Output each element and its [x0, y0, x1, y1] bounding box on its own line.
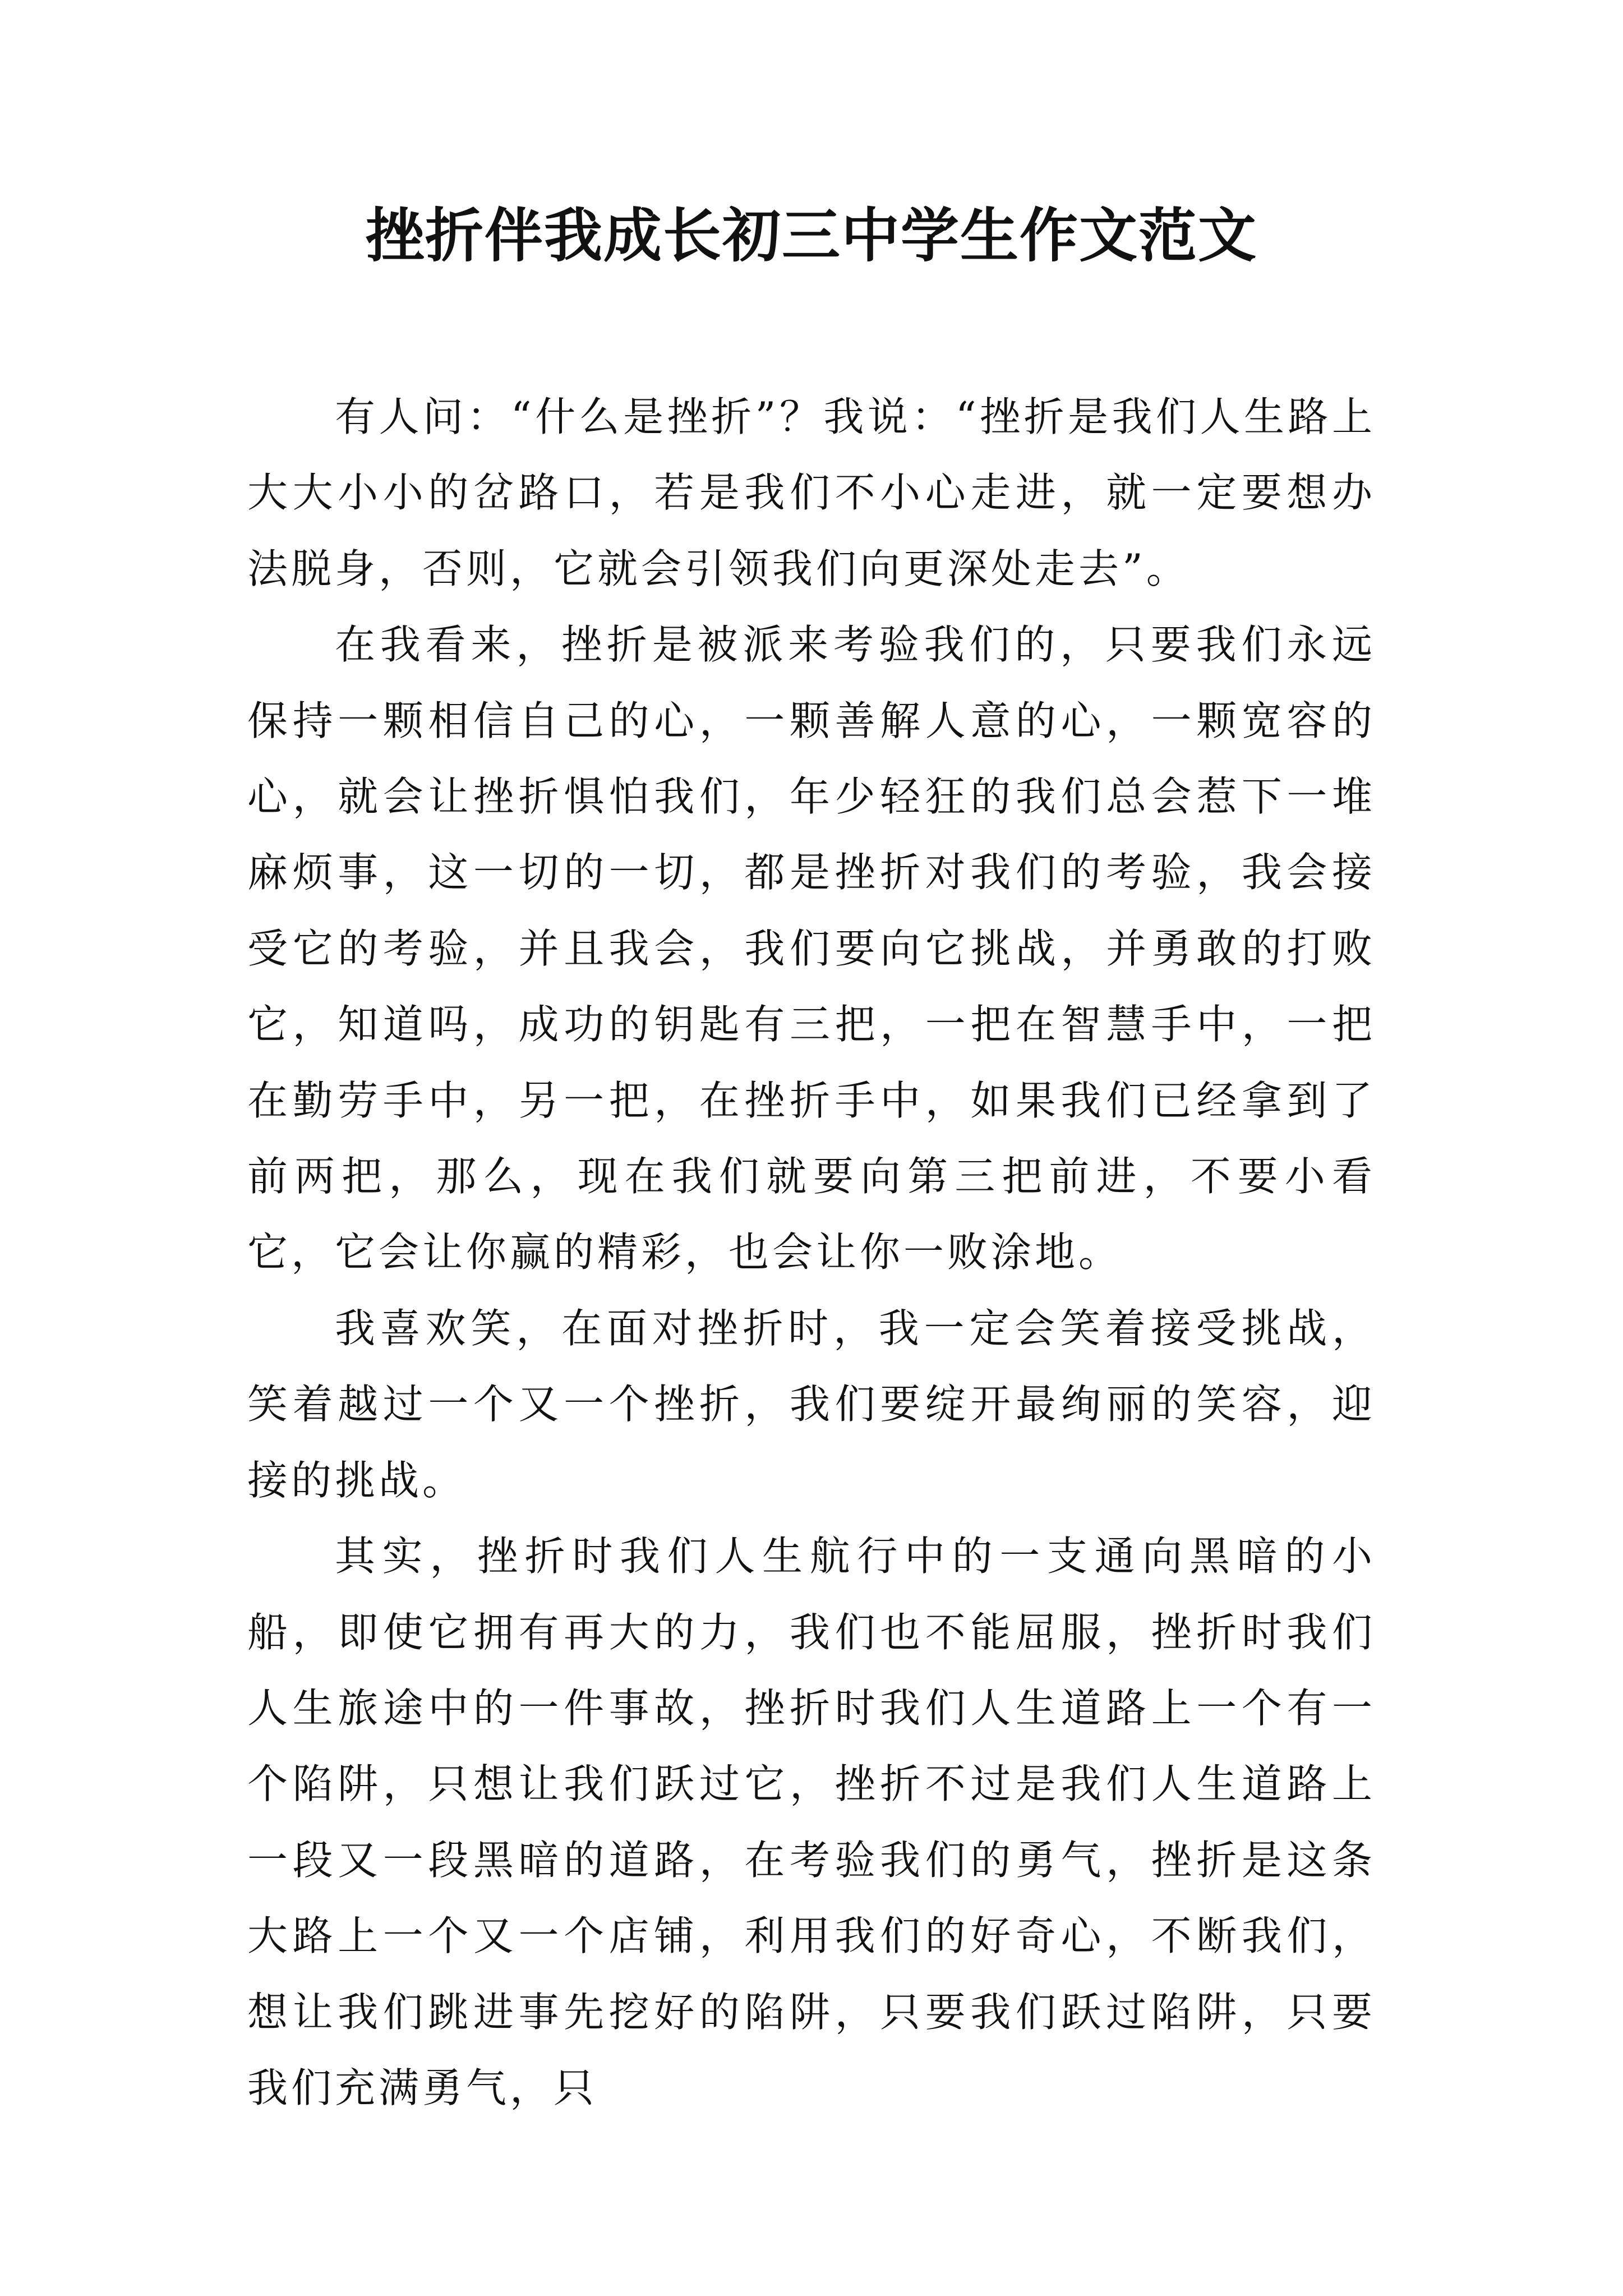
paragraph: 在我看来，挫折是被派来考验我们的，只要我们永远保持一颗相信自己的心，一颗善解人意的心，一颗宽容的心，就会让挫折惧怕我们，年少轻狂的我们总会惹下一堆麻烦事，这一切的一切，都是挫折对我们的考验，我会接受它的考验，并且我会，我们要向它挑战，并勇敢的打败它，知道吗，成功的钥匙有三把，一把在智慧手中，一把在勤劳手中，另一把，在挫折手中，如果我们已经拿到了前两把，那么，现在我们就要向第三把前进，不要小看它，它会让你赢的精彩，也会让你一败涂地。: [247, 621, 1376, 1276]
paragraph: 我喜欢笑，在面对挫折时，我一定会笑着接受挑战，笑着越过一个又一个挫折，我们要绽开最绚丽的笑容，迎接的挑战。: [247, 1304, 1376, 1504]
paragraph: 有人问：“什么是挫折”？我说：“挫折是我们人生路上大大小小的岔路口，若是我们不小心走进，就一定要想办法脱身，否则，它就会引领我们向更深处走去”。: [247, 393, 1376, 592]
document-title: 挫折伴我成长初三中学生作文范文: [365, 201, 1257, 270]
document-body: [247, 379, 1376, 2126]
paragraph: 其实，挫折时我们人生航行中的一支通向黑暗的小船，即使它拥有再大的力，我们也不能屈服，挫折时我们人生旅途中的一件事故，挫折时我们人生道路上一个有一个陷阱，只想让我们跃过它，挫折不过是我们人生道路上一段又一段黑暗的道路，在考验我们的勇气，挫折是这条大路上一个又一个店铺，利用我们的好奇心，不断我们，想让我们跳进事先挖好的陷阱，只要我们跃过陷阱，只要我们充满勇气，只: [247, 1533, 1376, 2111]
